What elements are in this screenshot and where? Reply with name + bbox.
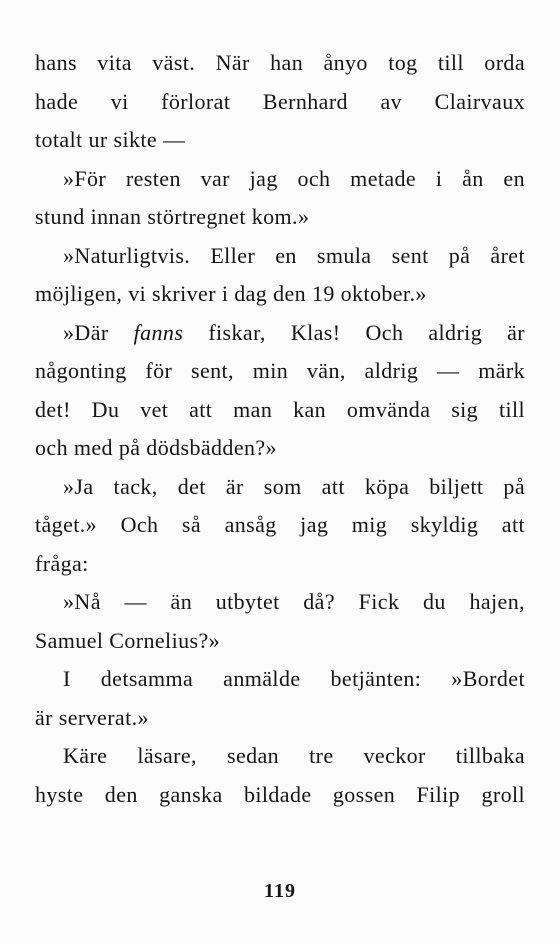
text-line: totalt ur sikte — [35, 127, 186, 152]
text-segment: fiskar, Klas! Och aldrig är [183, 319, 526, 345]
text-line: Samuel Cornelius?» [35, 627, 221, 653]
body-text [35, 44, 525, 814]
text-line: fråga: [35, 550, 89, 576]
text-line: tåget.» Och så ansåg jag mig skyldig att [35, 512, 525, 537]
text-line: är serverat.» [35, 704, 149, 730]
text-line: hans vita väst. När han ånyo tog till orda [35, 50, 525, 75]
text-line: »Ja tack, det är som att köpa biljett på [63, 473, 525, 499]
text-line: I detsamma anmälde betjänten: »Bordet [63, 666, 525, 691]
page-number: 119 [264, 880, 296, 902]
text-line: »Nå — än utbytet då? Fick du hajen, [63, 589, 525, 614]
text-line: och med på dödsbädden?» [35, 435, 277, 460]
emphasized-word: fanns [133, 319, 184, 345]
text-line: »För resten var jag och metade i ån en [63, 165, 525, 191]
text-line: någonting för sent, min vän, aldrig — märk [35, 358, 525, 383]
text-line: »Naturligtvis. Eller en smula sent på året [63, 242, 525, 268]
text-line: hyste den ganska bildade gossen Filip groll [35, 781, 525, 807]
text-line: möjligen, vi skriver i dag den 19 oktober.» [35, 281, 427, 306]
text-line: det! Du vet att man kan omvända sig till [35, 396, 525, 422]
text-line: Käre läsare, sedan tre veckor tillbaka [63, 743, 525, 768]
text-segment: »Där [63, 319, 134, 345]
text-line: hade vi förlorat Bernhard av Clairvaux [35, 88, 525, 114]
text-line: stund innan störtregnet kom.» [35, 204, 310, 229]
text-line [35, 314, 525, 353]
